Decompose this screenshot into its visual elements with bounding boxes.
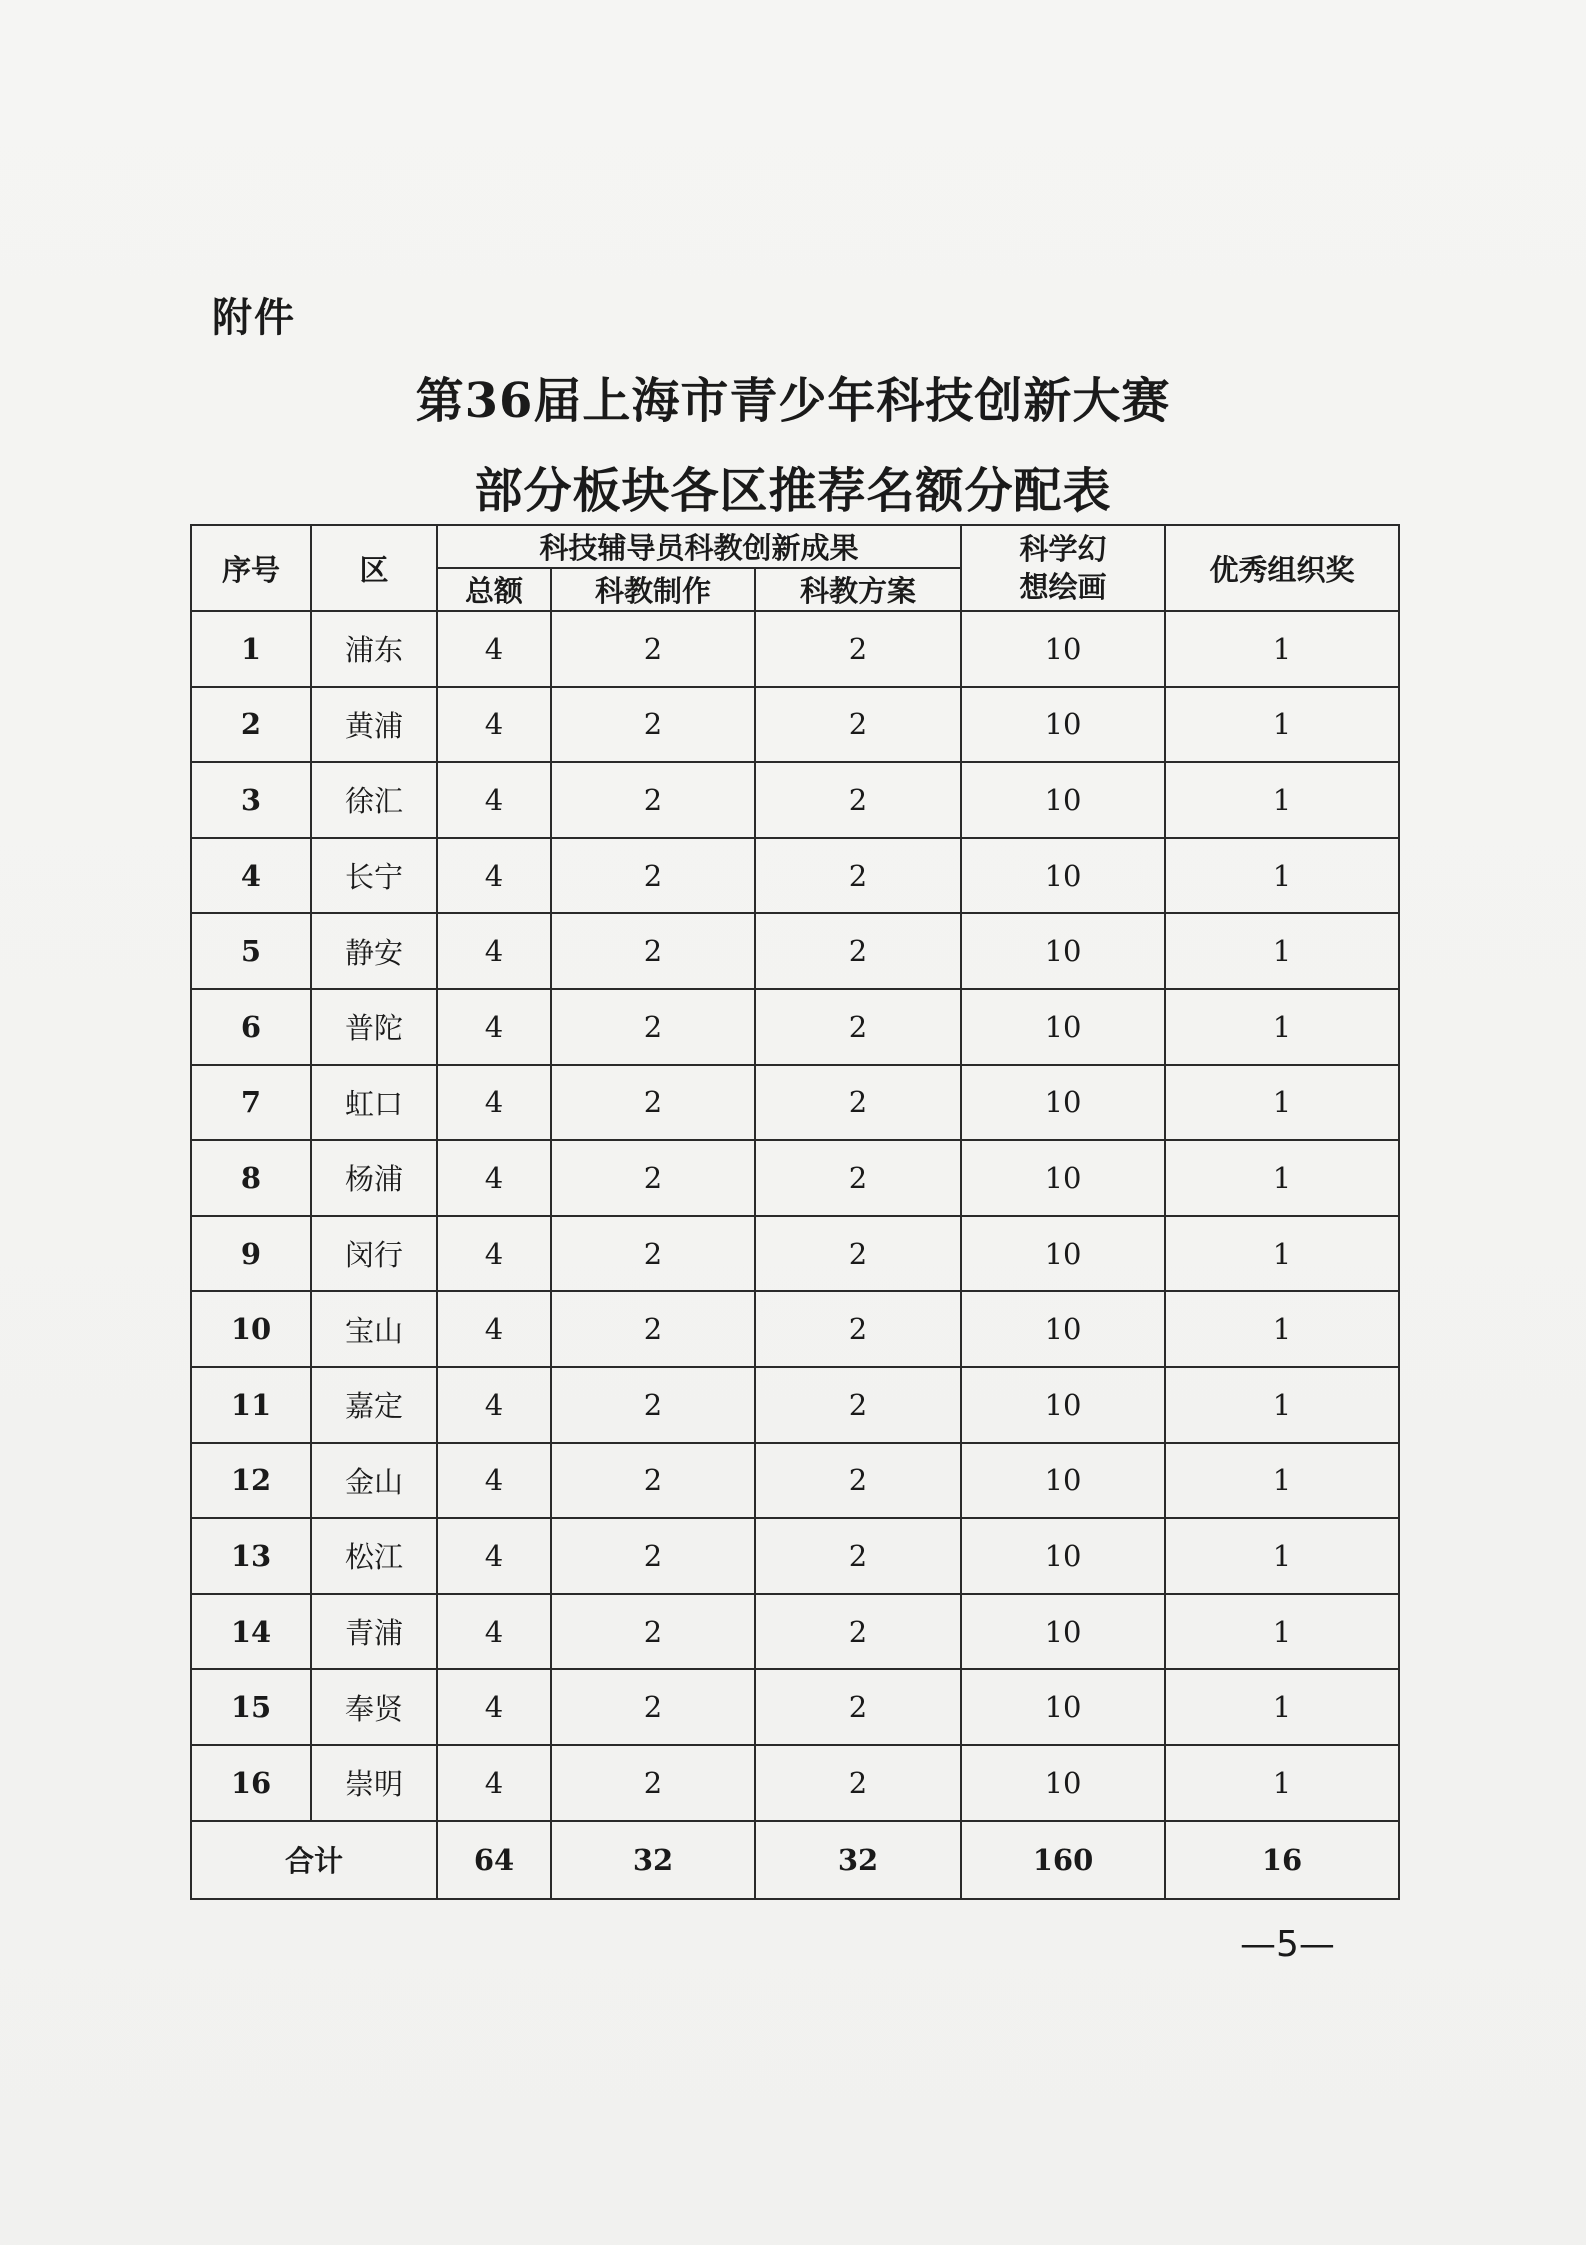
cell-production: 2 <box>551 611 755 687</box>
document-title-line-2: 部分板块各区推荐名额分配表 <box>474 463 1112 519</box>
cell-painting: 10 <box>961 611 1165 687</box>
cell-total: 4 <box>437 1443 551 1519</box>
quota-allocation-table <box>190 524 1400 1900</box>
cell-seq: 12 <box>191 1443 311 1519</box>
cell-total: 4 <box>437 838 551 914</box>
cell-total-sum: 64 <box>437 1821 551 1899</box>
cell-district: 杨浦 <box>311 1140 437 1216</box>
cell-production: 2 <box>551 687 755 763</box>
cell-total: 4 <box>437 762 551 838</box>
cell-award-sum: 16 <box>1165 1821 1399 1899</box>
page-number: —5— <box>1240 1924 1335 1965</box>
table-row <box>191 687 1399 763</box>
cell-painting: 10 <box>961 1518 1165 1594</box>
table-header-row <box>191 525 1399 568</box>
attachment-label: 附件 <box>212 295 296 341</box>
cell-seq: 4 <box>191 838 311 914</box>
cell-district: 徐汇 <box>311 762 437 838</box>
table-row <box>191 1443 1399 1519</box>
cell-seq: 11 <box>191 1367 311 1443</box>
header-painting-line-1: 科学幻 <box>1019 532 1107 566</box>
cell-award: 1 <box>1165 1065 1399 1141</box>
table-row <box>191 1291 1399 1367</box>
document-title-line-1: 第36届上海市青少年科技创新大赛 <box>415 373 1171 429</box>
cell-painting: 10 <box>961 1745 1165 1821</box>
header-science-fantasy-painting <box>961 525 1165 611</box>
cell-award: 1 <box>1165 1443 1399 1519</box>
cell-award: 1 <box>1165 913 1399 989</box>
cell-production: 2 <box>551 1443 755 1519</box>
cell-plan: 2 <box>755 1443 961 1519</box>
cell-plan: 2 <box>755 1216 961 1292</box>
cell-seq: 6 <box>191 989 311 1065</box>
cell-seq: 15 <box>191 1669 311 1745</box>
table-row <box>191 762 1399 838</box>
header-painting-line-2: 想绘画 <box>1019 570 1107 604</box>
cell-seq: 1 <box>191 611 311 687</box>
cell-plan: 2 <box>755 913 961 989</box>
cell-production: 2 <box>551 989 755 1065</box>
cell-production: 2 <box>551 1518 755 1594</box>
header-production: 科教制作 <box>551 568 755 611</box>
cell-seq: 9 <box>191 1216 311 1292</box>
cell-painting: 10 <box>961 1140 1165 1216</box>
table-row <box>191 838 1399 914</box>
cell-total: 4 <box>437 989 551 1065</box>
cell-total: 4 <box>437 1291 551 1367</box>
cell-painting: 10 <box>961 1291 1165 1367</box>
cell-painting: 10 <box>961 838 1165 914</box>
cell-district: 宝山 <box>311 1291 437 1367</box>
cell-award: 1 <box>1165 687 1399 763</box>
cell-award: 1 <box>1165 1291 1399 1367</box>
cell-district: 普陀 <box>311 989 437 1065</box>
cell-total: 4 <box>437 611 551 687</box>
cell-total: 4 <box>437 1594 551 1670</box>
cell-production: 2 <box>551 1594 755 1670</box>
cell-district: 崇明 <box>311 1745 437 1821</box>
cell-total: 4 <box>437 913 551 989</box>
cell-award: 1 <box>1165 1594 1399 1670</box>
cell-production: 2 <box>551 1140 755 1216</box>
cell-plan-sum: 32 <box>755 1821 961 1899</box>
cell-district: 嘉定 <box>311 1367 437 1443</box>
table-row <box>191 1065 1399 1141</box>
cell-award: 1 <box>1165 1745 1399 1821</box>
cell-production: 2 <box>551 1745 755 1821</box>
header-total: 总额 <box>437 568 551 611</box>
cell-seq: 16 <box>191 1745 311 1821</box>
cell-total: 4 <box>437 1216 551 1292</box>
table-row <box>191 1594 1399 1670</box>
cell-painting: 10 <box>961 762 1165 838</box>
cell-seq: 13 <box>191 1518 311 1594</box>
header-district: 区 <box>311 525 437 611</box>
table-row <box>191 989 1399 1065</box>
cell-seq: 7 <box>191 1065 311 1141</box>
table-total-row <box>191 1821 1399 1899</box>
cell-production: 2 <box>551 1367 755 1443</box>
cell-plan: 2 <box>755 1291 961 1367</box>
cell-plan: 2 <box>755 1518 961 1594</box>
cell-seq: 3 <box>191 762 311 838</box>
table-row <box>191 1745 1399 1821</box>
cell-seq: 8 <box>191 1140 311 1216</box>
table-row <box>191 1518 1399 1594</box>
table-row <box>191 913 1399 989</box>
cell-award: 1 <box>1165 838 1399 914</box>
cell-district: 青浦 <box>311 1594 437 1670</box>
cell-painting: 10 <box>961 1443 1165 1519</box>
header-group-teacher-innovation: 科技辅导员科教创新成果 <box>437 525 961 568</box>
cell-production: 2 <box>551 1291 755 1367</box>
cell-plan: 2 <box>755 687 961 763</box>
cell-painting: 10 <box>961 1669 1165 1745</box>
cell-plan: 2 <box>755 611 961 687</box>
cell-district: 黄浦 <box>311 687 437 763</box>
cell-award: 1 <box>1165 989 1399 1065</box>
cell-plan: 2 <box>755 1594 961 1670</box>
cell-painting: 10 <box>961 989 1165 1065</box>
cell-award: 1 <box>1165 1367 1399 1443</box>
cell-total: 4 <box>437 1065 551 1141</box>
table-row <box>191 1367 1399 1443</box>
cell-production: 2 <box>551 1669 755 1745</box>
cell-painting: 10 <box>961 1216 1165 1292</box>
cell-plan: 2 <box>755 1065 961 1141</box>
cell-painting: 10 <box>961 687 1165 763</box>
cell-production: 2 <box>551 913 755 989</box>
cell-painting: 10 <box>961 913 1165 989</box>
cell-total: 4 <box>437 1669 551 1745</box>
cell-plan: 2 <box>755 762 961 838</box>
cell-seq: 5 <box>191 913 311 989</box>
cell-plan: 2 <box>755 1745 961 1821</box>
cell-award: 1 <box>1165 1216 1399 1292</box>
cell-total: 4 <box>437 1367 551 1443</box>
cell-district: 奉贤 <box>311 1669 437 1745</box>
cell-district: 长宁 <box>311 838 437 914</box>
cell-painting: 10 <box>961 1367 1165 1443</box>
cell-painting-sum: 160 <box>961 1821 1165 1899</box>
table-row <box>191 611 1399 687</box>
cell-seq: 10 <box>191 1291 311 1367</box>
cell-district: 松江 <box>311 1518 437 1594</box>
cell-plan: 2 <box>755 1367 961 1443</box>
header-seq: 序号 <box>191 525 311 611</box>
cell-district: 浦东 <box>311 611 437 687</box>
cell-award: 1 <box>1165 762 1399 838</box>
cell-award: 1 <box>1165 1518 1399 1594</box>
cell-plan: 2 <box>755 1669 961 1745</box>
cell-production: 2 <box>551 838 755 914</box>
table-row <box>191 1216 1399 1292</box>
cell-total: 4 <box>437 1140 551 1216</box>
cell-production: 2 <box>551 762 755 838</box>
cell-painting: 10 <box>961 1065 1165 1141</box>
cell-painting: 10 <box>961 1594 1165 1670</box>
header-plan: 科教方案 <box>755 568 961 611</box>
table-row <box>191 1140 1399 1216</box>
cell-award: 1 <box>1165 1669 1399 1745</box>
cell-seq: 14 <box>191 1594 311 1670</box>
cell-plan: 2 <box>755 1140 961 1216</box>
cell-district: 金山 <box>311 1443 437 1519</box>
cell-total: 4 <box>437 687 551 763</box>
cell-award: 1 <box>1165 1140 1399 1216</box>
header-excellent-organization-award: 优秀组织奖 <box>1165 525 1399 611</box>
cell-plan: 2 <box>755 989 961 1065</box>
cell-total: 4 <box>437 1745 551 1821</box>
cell-plan: 2 <box>755 838 961 914</box>
cell-total-label: 合计 <box>191 1821 437 1899</box>
table-row <box>191 1669 1399 1745</box>
cell-district: 虹口 <box>311 1065 437 1141</box>
cell-production: 2 <box>551 1216 755 1292</box>
cell-district: 静安 <box>311 913 437 989</box>
cell-seq: 2 <box>191 687 311 763</box>
cell-award: 1 <box>1165 611 1399 687</box>
cell-district: 闵行 <box>311 1216 437 1292</box>
cell-production-sum: 32 <box>551 1821 755 1899</box>
cell-production: 2 <box>551 1065 755 1141</box>
cell-total: 4 <box>437 1518 551 1594</box>
